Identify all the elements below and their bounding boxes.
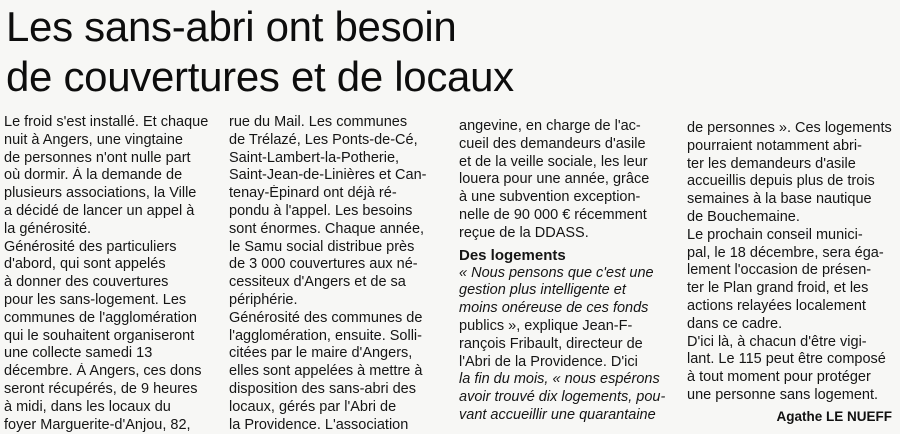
article-body xyxy=(0,114,900,433)
text-line: louera pour une année, grâce xyxy=(459,171,650,188)
text-line: une collecte samedi 13 xyxy=(4,345,153,362)
headline-line-2: de couvertures et de locaux xyxy=(6,53,514,100)
text-line: semaines à la base nautique xyxy=(687,191,872,208)
text-column-1 xyxy=(4,114,215,434)
text-column-4 xyxy=(687,120,895,405)
text-line: actions relayées localement xyxy=(687,297,866,314)
text-line: Le prochain conseil munici- xyxy=(687,226,863,243)
text-line: ter les demandeurs d'asile xyxy=(687,155,856,172)
text-line: l'agglomération, ensuite. Solli- xyxy=(229,327,422,344)
text-line: de Bouchemaine. xyxy=(687,208,800,225)
text-line: foyer Marguerite-d'Anjou, 82, xyxy=(4,416,191,433)
text-line: rue du Mail. Les communes xyxy=(229,114,408,130)
text-line: angevine, en charge de l'ac- xyxy=(459,118,641,134)
text-column-2 xyxy=(229,114,445,434)
text-line: cessiteux d'Angers et de sa xyxy=(229,274,406,291)
text-line: la générosité. xyxy=(4,220,92,237)
text-line: disposition des sans-abri des xyxy=(229,380,416,397)
text-line: d'abord, qui sont appelés xyxy=(4,256,166,273)
text-line: pour les sans-logement. Les xyxy=(4,291,187,308)
text-line: moins onéreuse de ces fonds xyxy=(459,300,649,317)
text-line: la Providence. L'association xyxy=(229,416,409,433)
text-line: elles sont appelées à mettre à xyxy=(229,363,423,380)
text-line: locaux, gérés par l'Abri de xyxy=(229,398,397,415)
text-line: de personnes n'ont nulle part xyxy=(4,149,191,166)
text-line: avoir trouvé dix logements, pou- xyxy=(459,389,666,406)
text-line: la fin du mois, « nous espérons xyxy=(459,371,660,388)
text-line: de Trélazé, Les Ponts-de-Cé, xyxy=(229,131,418,148)
text-line: le Samu social distribue près xyxy=(229,238,415,255)
text-line: de 3 000 couvertures aux né- xyxy=(229,256,418,273)
text-line: l'Abri de la Providence. D'ici xyxy=(459,353,638,370)
section-subhead: Des logements xyxy=(459,246,566,264)
text-line: tenay-Épinard ont déjà ré- xyxy=(229,185,397,202)
text-column-3 xyxy=(459,118,673,425)
text-line: publics », explique Jean-F- xyxy=(459,317,633,334)
text-line: pourraient notamment abri- xyxy=(687,137,862,154)
text-line: Générosité des particuliers xyxy=(4,238,177,255)
text-line: dans ce cadre. xyxy=(687,315,783,332)
text-line: « Nous pensons que c'est une xyxy=(459,264,654,281)
text-line: accueillis depuis plus de trois xyxy=(687,173,875,190)
text-line: à une subvention exception- xyxy=(459,189,641,206)
text-line: et de la veille sociale, les leur xyxy=(459,153,648,170)
text-line: nelle de 90 000 € récemment xyxy=(459,206,647,223)
text-line: a décidé de lancer un appel à xyxy=(4,202,195,219)
text-line: Saint-Lambert-la-Potherie, xyxy=(229,149,400,166)
text-line: ter le Plan grand froid, et les xyxy=(687,280,869,297)
text-line: à midi, dans les locaux du xyxy=(4,398,171,415)
text-line: de personnes ». Ces logements xyxy=(687,120,892,136)
text-line: sont énormes. Chaque année, xyxy=(229,220,425,237)
text-line: reçue de la DDASS. xyxy=(459,224,589,241)
text-line: à donner des couvertures xyxy=(4,274,169,291)
text-line: vant accueillir une quarantaine xyxy=(459,406,656,423)
text-line: à tout moment pour protéger xyxy=(687,369,871,386)
text-line: Saint-Jean-de-Linières et Can- xyxy=(229,167,427,184)
text-line: communes de l'agglomération xyxy=(4,309,197,326)
text-line: rançois Fribault, directeur de xyxy=(459,335,643,352)
text-line: pondu à l'appel. Les besoins xyxy=(229,202,413,219)
text-line: nuit à Angers, une vingtaine xyxy=(4,131,183,148)
text-line: lant. Le 115 peut être composé xyxy=(687,351,886,368)
text-line: décembre. À Angers, ces dons xyxy=(4,363,202,380)
author-byline: Agathe LE NUEFF xyxy=(776,409,892,424)
text-line: une personne sans logement. xyxy=(687,386,879,403)
text-line: citées par le maire d'Angers, xyxy=(229,345,413,362)
text-line: gestion plus intelligente et xyxy=(459,282,626,299)
headline-line-1: Les sans-abri ont besoin xyxy=(6,3,457,50)
text-line: périphérie. xyxy=(229,291,298,308)
text-line: D'ici là, à chacun d'être vigi- xyxy=(687,333,867,350)
text-line: où dormir. À la demande de xyxy=(4,167,183,184)
text-line: plusieurs associations, la Ville xyxy=(4,185,197,202)
article-headline xyxy=(6,2,896,102)
text-line: qui le souhaitent organiseront xyxy=(4,327,195,344)
text-line: seront récupérés, de 9 heures xyxy=(4,380,198,397)
text-line: pal, le 18 décembre, sera éga- xyxy=(687,244,884,261)
text-line: cueil des demandeurs d'asile xyxy=(459,135,646,152)
text-line: Le froid s'est installé. Et chaque xyxy=(4,114,209,130)
text-line: Générosité des communes de xyxy=(229,309,423,326)
text-line: lement l'occasion de présen- xyxy=(687,262,872,279)
